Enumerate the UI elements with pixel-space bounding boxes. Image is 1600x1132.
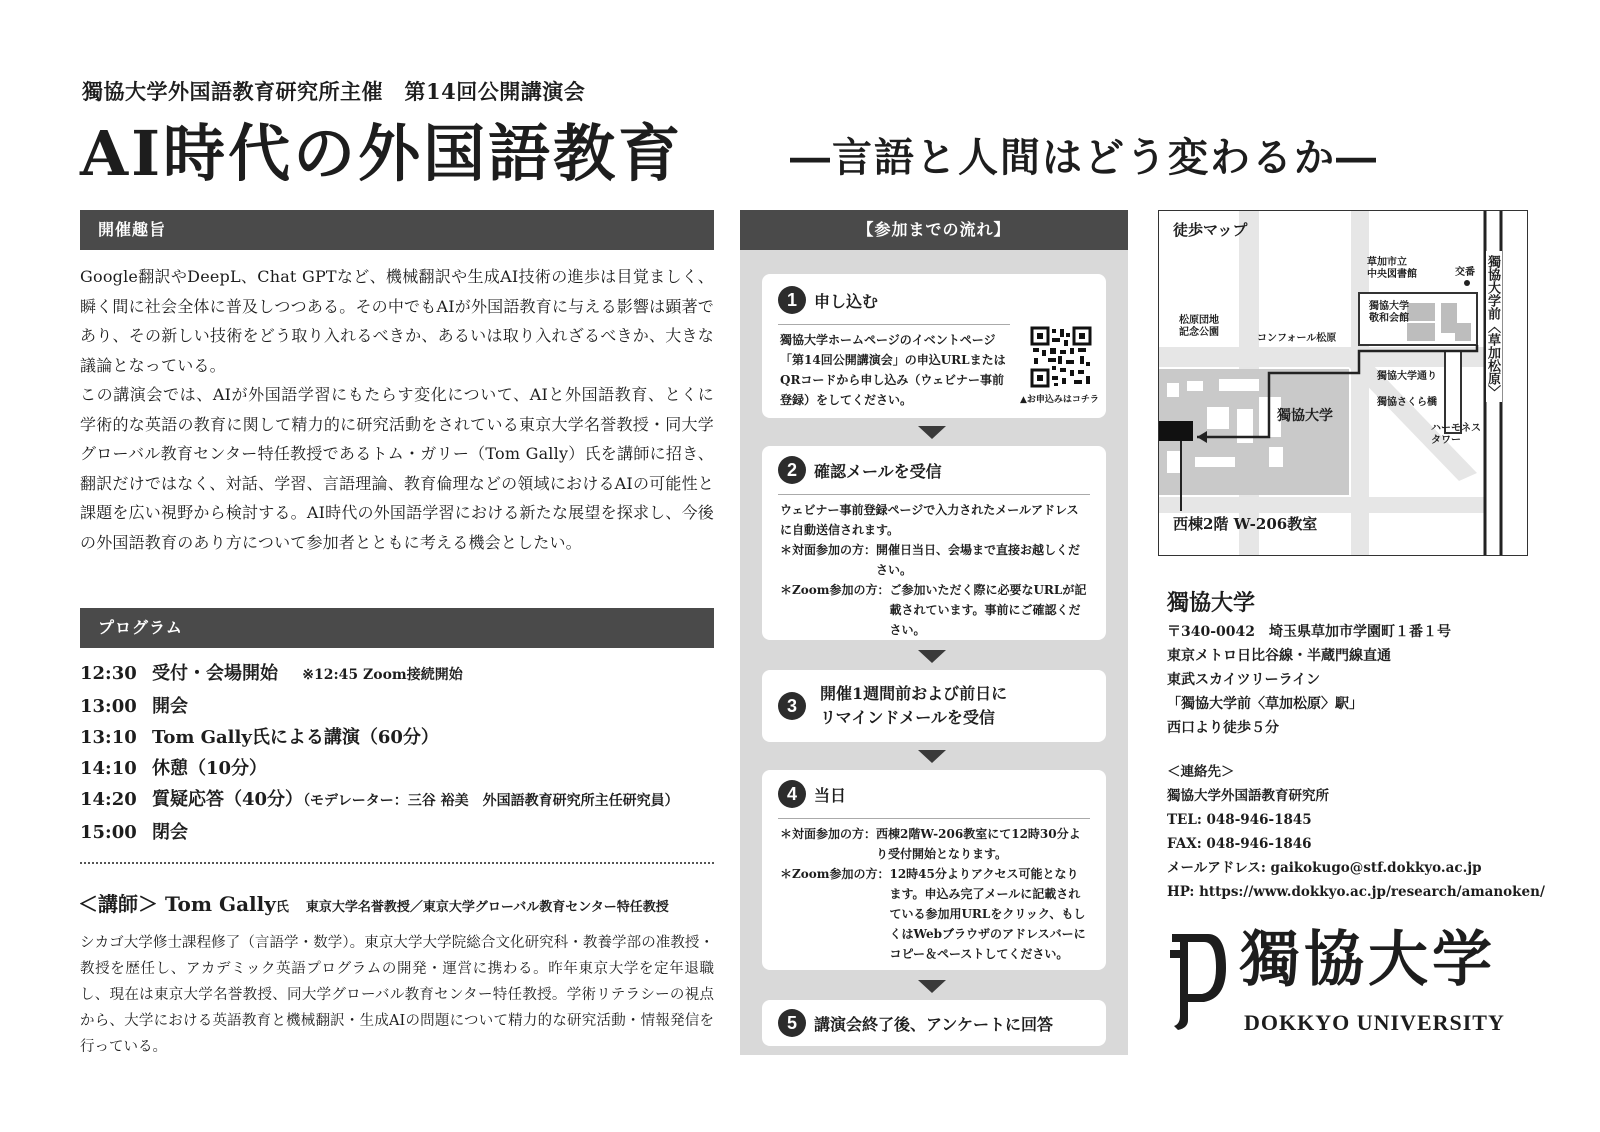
lecturer-suffix: 氏 [275,900,289,915]
note-text: ご参加いただく際に必要なURLが記載されています。事前にご確認ください。 [889,583,1087,637]
step-number: 2 [778,456,806,484]
divider [80,862,714,864]
map-label-keiwa: 獨協大学 敬和会館 [1369,301,1409,324]
flow-panel [740,210,1128,1055]
step-divider [778,818,1090,819]
program-note: （モデレーター：三谷 裕美 外国語教育研究所主任研究員） [303,793,679,809]
map-title: 徒歩マップ [1173,221,1248,239]
step-title: 申し込む [814,291,879,311]
lecturer-bio: シカゴ大学修士課程修了（言語学・数学）。東京大学大学院総合文化研究科・教養学部の准教授・教授を歴任し、アカデミック英語プログラムの開発・運営に携わる。昨年東京大学を定年退職し、現在は東京大学名誉教授、同大学グローバル教育センター特任教授。学術リテラシーの視点から、大学における英語教育と機械翻訳・生成AIの問題について精力的な研究活動・情報発信を行っている。 [80,935,714,1055]
flow-step-2 [762,446,1106,640]
step-note [780,540,1090,580]
program-label: 開会 [152,696,188,717]
map-label-campus: 獨協大学 [1277,408,1333,424]
step-number: 1 [778,286,806,314]
arrow-down-icon [918,980,946,993]
map-label-dokkyo-street: 獨協大学通り [1377,371,1437,382]
map-label-sakura-bridge: 獨協さくら橋 [1377,397,1437,408]
program-row [80,658,714,691]
program-label: 受付・会場開始 [152,663,278,684]
flow-step-3 [762,670,1106,742]
map-label-police: 交番 [1455,267,1475,278]
lecturer-label: ＜講師＞ [78,892,158,916]
program-time: 14:20 [80,789,137,810]
program-list [80,658,714,848]
step-body [780,824,1090,964]
step-note [780,580,1090,640]
walking-map [1158,210,1528,556]
lecturer-name: Tom Gally [164,892,276,916]
university-logo-icon [1168,928,1230,1032]
step-title-line-1: 開催1週間前および前日に [820,684,1008,703]
address-block [1167,620,1451,740]
program-time: 12:30 [80,663,137,684]
qr-code-icon[interactable] [1030,326,1092,388]
arrow-down-icon [918,750,946,763]
step-title: 当日 [814,785,847,805]
program-row [80,691,714,722]
arrow-down-icon [918,426,946,439]
step-title [820,682,1007,730]
map-label-conforu: コンフォール松原 [1257,333,1337,344]
program-label: 休憩（10分） [152,758,268,779]
step-body [780,500,1090,640]
program-row [80,753,714,784]
contact-tel: TEL: 048-946-1845 [1167,812,1312,828]
note-label: ＊Zoom参加の方： [780,583,890,597]
program-label: Tom Gally氏による講演（60分） [152,727,439,748]
step-number: 5 [778,1009,806,1037]
program-label: 閉会 [152,822,188,843]
arrow-down-icon [918,650,946,663]
lecturer-affiliation: 東京大学名誉教授／東京大学グローバル教育センター特任教授 [305,900,669,915]
program-time: 13:10 [80,727,137,748]
purpose-section [80,210,714,557]
page-title: AI時代の外国語教育 [80,117,684,190]
program-time: 15:00 [80,822,137,843]
address-line: 東京メトロ日比谷線・半蔵門線直通 [1167,648,1391,664]
university-name: 獨協大学 [1167,590,1256,616]
program-row [80,817,714,848]
address-line: 〒340-0042 埼玉県草加市学園町１番１号 [1167,624,1451,640]
step-note [780,864,1090,964]
flow-step-4 [762,770,1106,970]
map-label-harmonies: ハーモネス タワー [1431,423,1481,446]
step-text: ウェビナー事前登録ページで入力されたメールアドレスに自動送信されます。 [780,503,1079,537]
step-title: 確認メールを受信 [814,461,942,481]
program-row [80,722,714,753]
step-divider [778,494,1090,495]
step-divider [778,324,1010,325]
contact-fax: FAX: 048-946-1846 [1167,836,1312,852]
purpose-heading: 開催趣旨 [80,210,714,250]
step-number: 4 [778,780,806,808]
note-label: ＊Zoom参加の方： [780,867,890,881]
note-text: 開催日当日、会場まで直接お越しください。 [876,543,1081,577]
program-time: 13:00 [80,696,137,717]
qr-caption: ▲お申込みはコチラ [1020,395,1099,405]
address-line: 西口より徒歩５分 [1167,720,1279,736]
organizer-line: 獨協大学外国語教育研究所主催 第14回公開講演会 [82,79,586,104]
address-line: 「獨協大学前〈草加松原〉駅」 [1167,696,1363,712]
contact-block [1167,760,1545,904]
note-text: 12時45分よりアクセス可能となります。申込み完了メールに記載されている参加用URLをクリック、もしくはWebブラウザのアドレスバーにコピー＆ペーストしてください。 [889,867,1086,961]
program-row [80,784,714,817]
flow-step-5 [762,1000,1106,1046]
address-line: 東武スカイツリーライン [1167,672,1321,688]
note-label: ＊対面参加の方： [780,543,877,557]
step-note [780,824,1090,864]
program-section [80,608,714,848]
map-label-station: 獨協大学前〈草加松原〉 [1486,251,1502,402]
contact-label: ＜連絡先＞ [1167,764,1235,780]
flow-heading: 【参加までの流れ】 [740,210,1128,250]
flow-step-1 [762,274,1106,418]
step-title: 講演会終了後、アンケートに回答 [814,1014,1054,1034]
map-label-room: 西棟2階 W-206教室 [1173,515,1318,533]
lecturer-line [78,888,669,917]
contact-org: 獨協大学外国語教育研究所 [1167,788,1329,804]
program-time: 14:10 [80,758,137,779]
step-body: 獨協大学ホームページのイベントページ「第14回公開講演会」の申込URLまたはQRコードから申し込み（ウェビナー事前登録）をしてください。 [780,333,1006,407]
note-label: ＊対面参加の方： [780,827,877,841]
logo-japanese: 獨協大学 [1240,925,1496,995]
program-note: ※12:45 Zoom接続開始 [302,667,463,683]
step-number: 3 [778,692,806,720]
purpose-paragraph-2: この講演会では、AIが外国語学習にもたらす変化について、AIと外国語教育、とくに学術的な英語の教育に関して精力的に研究活動をされている東京大学名誉教授・同大学グローバル教育センター特任教授であるトム・ガリー（Tom Gally）氏を講師に招き、翻訳だけではなく、対話、学習、言語理論、教育倫理などの領域におけるAIの可能性と課題を広い視野から検討する。AI時代の外国語学習における新たな展望を探求し、今後の外国語教育のあり方について参加者とともに考える機会としたい。 [80,385,714,552]
program-label: 質疑応答（40分） [152,789,304,810]
page-subtitle: ―言語と人間はどう変わるか― [790,134,1378,181]
purpose-paragraph-1: Google翻訳やDeepL、Chat GPTなど、機械翻訳や生成AI技術の進歩は目覚ましく、瞬く間に社会全体に普及しつつある。その中でもAIが外国語教育に与える影響は顕著であり、その新しい技術をどう取り入れるべきか、あるいは取り入れざるべきか、大きな議論となっている。 [80,267,714,375]
contact-hp[interactable]: HP: https://www.dokkyo.ac.jp/research/amanoken/ [1167,884,1545,900]
map-label-library: 草加市立 中央図書館 [1367,257,1417,280]
logo-english: DOKKYO UNIVERSITY [1244,1010,1505,1035]
map-label-park: 松原団地 記念公園 [1179,315,1219,338]
note-text: 西棟2階W-206教室にて12時30分より受付開始となります。 [876,827,1081,861]
step-title-line-2: リマインドメールを受信 [820,708,995,727]
contact-email[interactable]: メールアドレス: gaikokugo@stf.dokkyo.ac.jp [1167,860,1482,876]
program-heading: プログラム [80,608,714,648]
